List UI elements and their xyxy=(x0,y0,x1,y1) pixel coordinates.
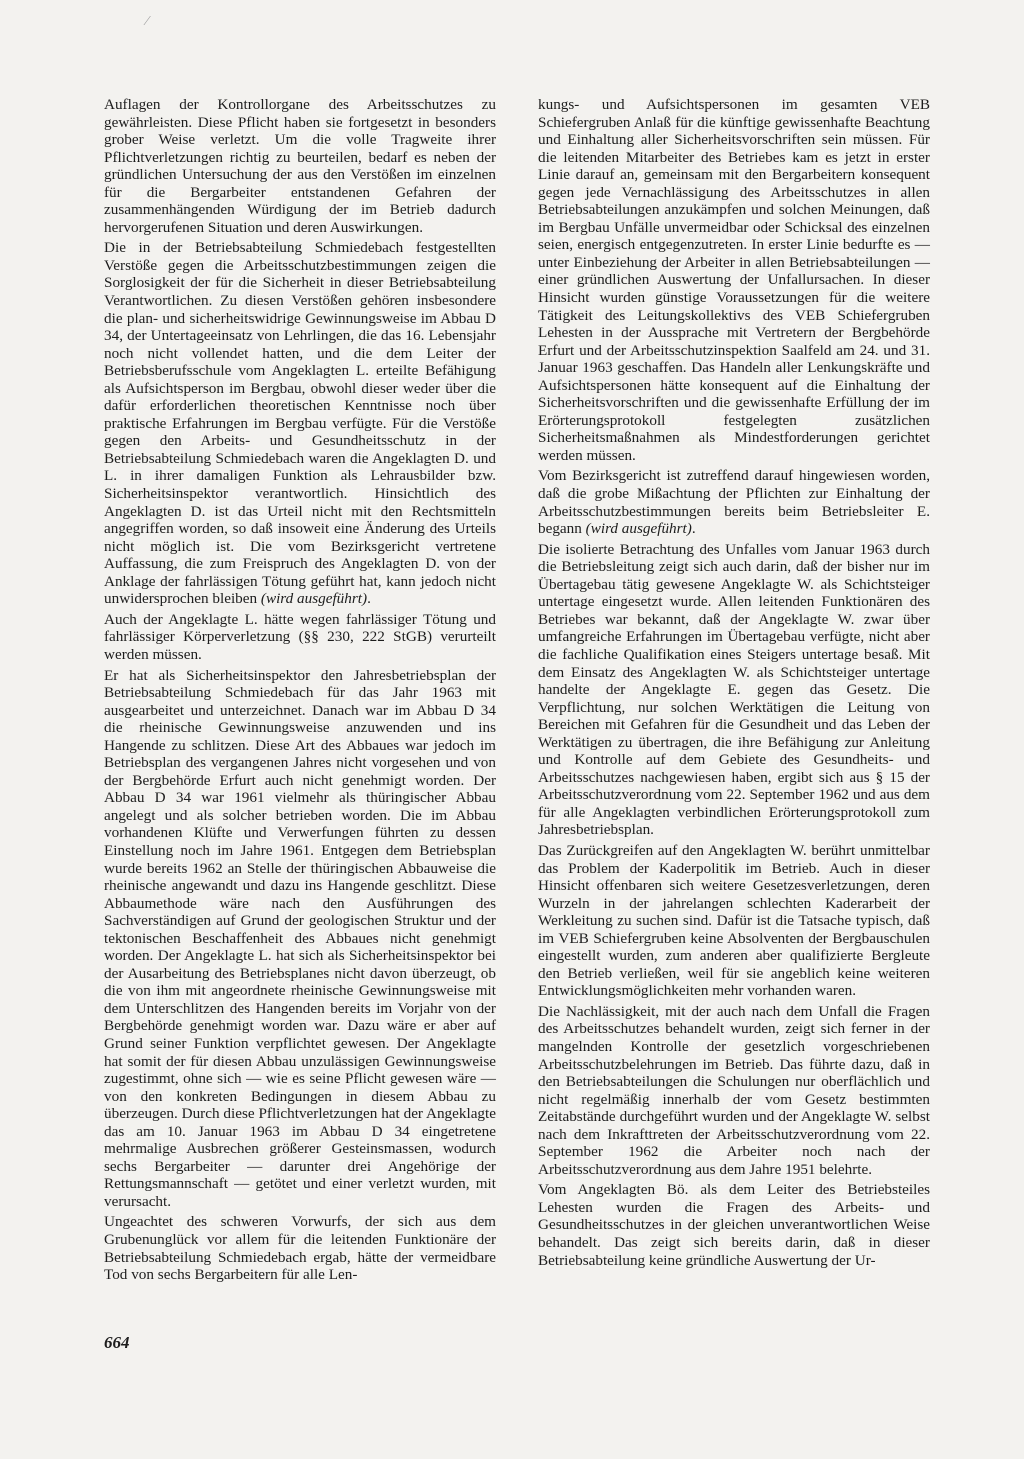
left-paragraph-5: Ungeachtet des schweren Vorwurfs, der sich aus dem Grubenunglück vor allem für die leitenden Funktionäre der Betriebsabteilung Schmiedebach ergab, hätte der vermeidbare Tod von sechs Bergarbeitern für alle Len- xyxy=(104,1213,496,1284)
right-paragraph-4: Das Zurückgreifen auf den Angeklagten W. berührt unmittelbar das Problem der Kaderpolitik im Betrieb. Auch in dieser Hinsicht offenbaren sich weitere Gesetzesverletzungen, deren Wurzeln in der jahrelangen schlechten Kaderarbeit der Werkleitung zu suchen sind. Dafür ist die Tatsache typisch, daß im VEB Schiefergruben keine Absolventen der Bergbauschulen eingestellt wurden, zum anderen aber qualifizierte Bergleute den Betrieb verließen, weil für sie angeblich keine weiteren Entwicklungsmöglichkeiten mehr vorhanden waren. xyxy=(538,841,930,1000)
left-paragraph-3: Auch der Angeklagte L. hätte wegen fahrlässiger Tötung und fahrlässiger Körperverletzung (§§ 230, 222 StGB) verurteilt werden müssen. xyxy=(104,610,496,663)
left-paragraph-4: Er hat als Sicherheitsinspektor den Jahresbetriebsplan der Betriebsabteilung Schmiedebach für das Jahr 1963 mit ausgearbeitet und unterzeichnet. Danach war im Abbau D 34 die rheinische Gewinnungsweise anzuwenden und ins Hangende zu schlitzen. Diese Art des Abbaues war jedoch im Betriebsplan des vergangenen Jahres nicht vorgesehen und von der Bergbehörde Erfurt auch nicht genehmigt worden. Der Abbau D 34 war 1961 vielmehr als thüringischer Abbau angelegt und als solcher betrieben worden. Die im Abbau vorhandenen Klüfte und Verwerfungen führten zu dessen Einstellung noch im Jahre 1961. Entgegen dem Betriebsplan wurde bereits 1962 an Stelle der thüringischen Abbauweise die rheinische angewandt und dazu ins Hangende geschlitzt. Diese Abbaumethode wäre nach den Ausführungen des Sachverständigen auf Grund der geologischen Struktur und der tektonischen Beschaffenheit des Abbaues nicht genehmigt worden. Der Angeklagte L. hat sich als Sicherheitsinspektor bei der Ausarbeitung des Betriebsplanes nicht davon überzeugt, ob die von ihm mit angeordnete rheinische Gewinnungsweise mit dem Unterschlitzen des Hangenden bereits im Vorjahr von der Bergbehörde genehmigt worden war. Dazu wäre er aber auf Grund seiner Funktion verpflichtet gewesen. Der Angeklagte hat somit der für diesen Abbau unzulässigen Gewinnungsweise zugestimmt, ohne sich — wie es seine Pflicht gewesen wäre — von den konkreten Bedingungen in diesem Abbau zu überzeugen. Durch diese Pflichtverletzungen hat der Angeklagte das am 10. Januar 1963 im Abbau D 34 eingetretene mehrmalige Ausbrechen größerer Gesteinsmassen, wodurch sechs Bergarbeiter — darunter drei Angehörige der Rettungsmannschaft — getötet und einer verletzt wurden, mit verursacht. xyxy=(104,666,496,1210)
right-paragraph-3: Die isolierte Betrachtung des Unfalles vom Januar 1963 durch die Betriebsleitung zeigt sich auch darin, daß der bisher nur im Übertagebau tätig gewesene Angeklagte W. als Schichtsteiger untertage eingesetzt wurde. Allen leitenden Funktionären des Betriebes war bekannt, daß der Angeklagte W. zwar über umfangreiche Erfahrungen im Übertagebau verfügte, nicht aber die fachliche Qualifikation eines Steigers untertage besaß. Mit dem Einsatz des Angeklagten W. als Schichtsteiger untertage handelte der Angeklagte E. gegen das Gesetz. Die Verpflichtung, nur solchen Werktätigen die Leitung von Bereichen mit Gefahren für die Gesundheit und das Leben der Werktätigen zu übertragen, die ihre Befähigung zur Anleitung und Kontrolle auf dem Gebiete des Gesundheits- und Arbeitsschutzes nachgewiesen haben, ergibt sich aus § 15 der Arbeitsschutzverordnung vom 22. September 1962 und aus dem für alle Angeklagten verbindlichen Erörterungsprotokoll zum Jahresbetriebsplan. xyxy=(538,540,930,839)
right-paragraph-6: Vom Angeklagten Bö. als dem Leiter des Betriebsteiles Lehesten wurden die Fragen des Arbeits- und Gesundheitsschutzes in der gleichen unverantwortlichen Weise behandelt. Das zeigt sich bereits darin, daß in dieser Betriebsabteilung keine gründliche Auswertung der Ur- xyxy=(538,1181,930,1269)
right-paragraph-2: Vom Bezirksgericht ist zutreffend darauf hingewiesen worden, daß die grobe Mißachtung der Pflichten zur Einhaltung der Arbeitsschutzbestimmungen bereits beim Betriebsleiter E. begann (wird ausgeführt). xyxy=(538,467,930,538)
right-paragraph-1: kungs- und Aufsichtspersonen im gesamten VEB Schiefergruben Anlaß für die künftige gewissenhafte Beachtung und Einhaltung aller Sicherheitsvorschriften sein müssen. Für die leitenden Mitarbeiter des Betriebes kam es jetzt in erster Linie darauf an, gemeinsam mit den Bergarbeitern konsequent gegen jede Vernachlässigung des Arbeitsschutzes in allen Betriebsabteilungen anzukämpfen und solchen Meinungen, daß im Bergbau Unfälle unvermeidbar oder Schicksal des einzelnen seien, energisch entgegenzutreten. In erster Linie bedurfte es — unter Einbeziehung der Arbeiter in allen Betriebsabteilungen — einer gründlichen Auswertung der Unfallursachen. In dieser Hinsicht wurden günstige Voraussetzungen für die weitere Tätigkeit des Leitungskollektivs des VEB Schiefergruben Lehesten in der Aussprache mit Vertretern der Bergbehörde Erfurt und der Arbeitsschutzinspektion Saalfeld am 24. und 31. Januar 1963 geschaffen. Das Handeln aller Lenkungskräfte und Aufsichtspersonen hätte konsequent auf die Einhaltung der Sicherheitsvorschriften und die gewissenhafte Erfüllung der im Erörterungsprotokoll festgelegten zusätzlichen Sicherheitsmaßnahmen als Mindestforderungen gerichtet werden müssen. xyxy=(538,96,930,464)
page-number: 664 xyxy=(104,1333,130,1352)
left-text-column xyxy=(104,96,496,1287)
right-paragraph-5: Die Nachlässigkeit, mit der auch nach dem Unfall die Fragen des Arbeitsschutzes behandelt wurden, zeigt sich ferner in der mangelnden Kontrolle der gesetzlich vorgeschriebenen Arbeitsschutzbelehrungen im Betrieb. Das führte dazu, daß in den Betriebsabteilungen die Schulungen nur oberflächlich und nicht regelmäßig innerhalb der vom Gesetz bestimmten Zeitabstände durchgeführt wurden und der Angeklagte W. selbst nach dem Inkrafttreten der Arbeitsschutzverordnung vom 22. September 1962 die Arbeiter noch nach der Arbeitsschutzverordnung aus dem Jahre 1951 belehrte. xyxy=(538,1002,930,1178)
left-paragraph-1: Auflagen der Kontrollorgane des Arbeitsschutzes zu gewährleisten. Diese Pflicht haben sie fortgesetzt in besonders grober Weise verletzt. Um die volle Tragweite ihrer Pflichtverletzungen richtig zu beurteilen, bedarf es neben der gründlichen Untersuchung der aus den Verstößen im einzelnen für die Bergarbeiter entstandenen Gefahren der zusammenhängenden Würdigung der im Betrieb dadurch hervorgerufenen Situation und deren Auswirkungen. xyxy=(104,96,496,236)
right-text-column xyxy=(538,96,930,1272)
scan-mark: ⁄ xyxy=(146,14,149,29)
left-paragraph-2: Die in der Betriebsabteilung Schmiedebach festgestellten Verstöße gegen die Arbeitsschutzbestimmungen zeigen die Sorglosigkeit der für die Sicherheit in dieser Betriebsabteilung Verantwortlichen. Zu diesen Verstößen gehören insbesondere die plan- und sicherheitswidrige Gewinnungsweise im Abbau D 34, der Untertageeinsatz von Lehrlingen, die das 16. Lebensjahr noch nicht vollendet hatten, und die dem Leiter der Betriebsberufsschule vom Angeklagten L. erteilte Befähigung als Aufsichtsperson im Bergbau, obwohl dieser weder über die dafür erforderlichen theoretischen Kenntnisse noch über praktische Erfahrungen im Bergbau verfügte. Für die Verstöße gegen den Arbeits- und Gesundheitsschutz in der Betriebsabteilung Schmiedebach waren die Angeklagten D. und L. in ihrer damaligen Funktion als Lehrausbilder bzw. Sicherheitsinspektor verantwortlich. Hinsichtlich des Angeklagten D. ist das Urteil nicht mit den Rechtsmitteln angegriffen worden, so daß insoweit eine Änderung des Urteils nicht möglich ist. Die vom Bezirksgericht vertretene Auffassung, die zum Freispruch des Angeklagten D. von der Anklage der fahrlässigen Tötung geführt hat, kann jedoch nicht unwidersprochen bleiben (wird ausgeführt). xyxy=(104,239,496,608)
italic-remark: (wird ausgeführt) xyxy=(585,520,692,538)
italic-remark: (wird ausgeführt) xyxy=(260,590,368,608)
